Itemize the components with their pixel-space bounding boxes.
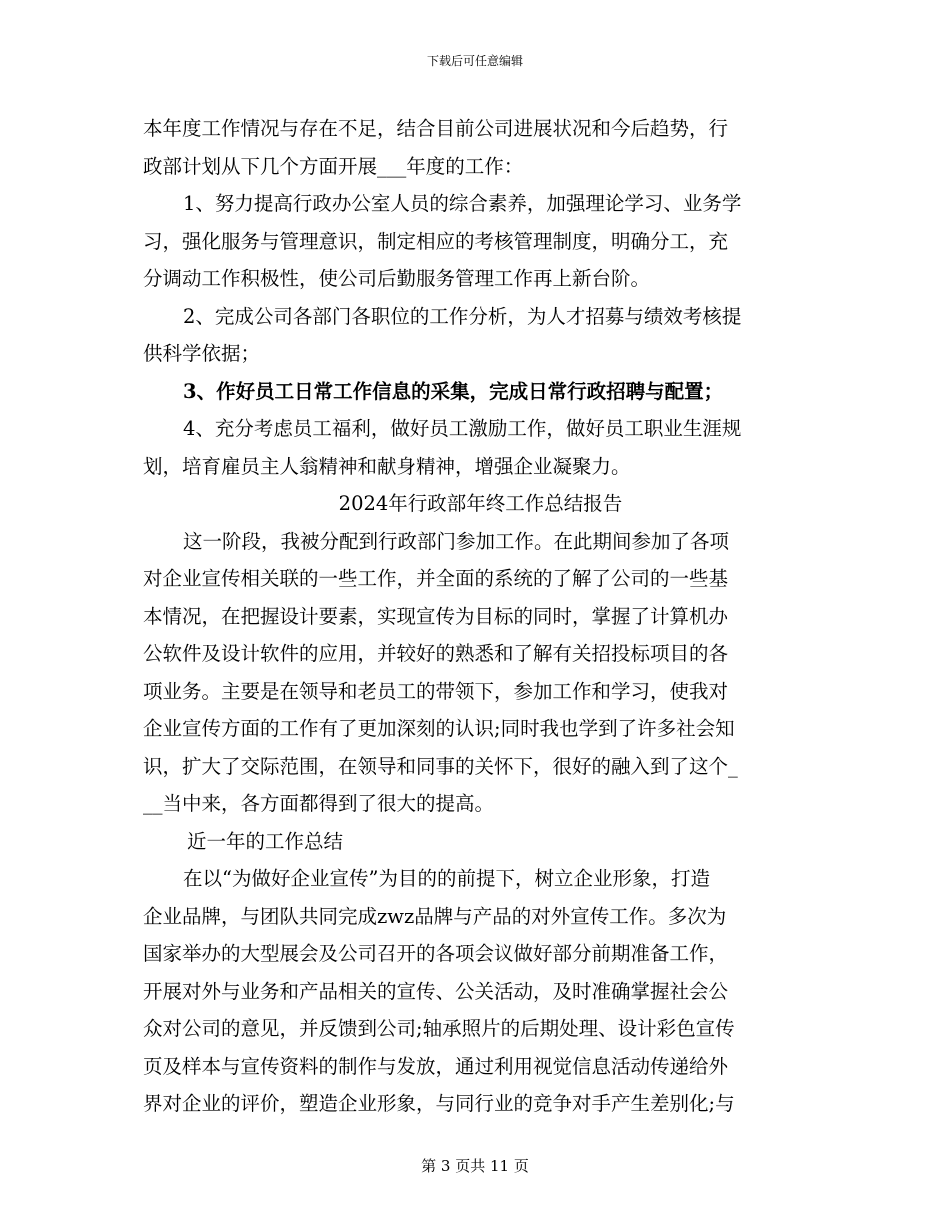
paragraph-line: 公软件及设计软件的应用，并较好的熟悉和了解有关招投标项目的各	[143, 642, 729, 665]
paragraph-line: 分调动工作积极性，使公司后勤服务管理工作再上新台阶。	[143, 267, 651, 290]
paragraph-line: 划，培育雇员主人翁精神和献身精神，增强企业凝聚力。	[143, 454, 631, 478]
paragraph-line: __当中来，各方面都得到了很大的提高。	[143, 792, 495, 815]
paragraph-line: 开展对外与业务和产品相关的宣传、公关活动，及时准确掌握社会公	[143, 979, 729, 1003]
section-title: 2024年行政部年终工作总结报告	[338, 492, 623, 515]
paragraph-line: 本年度工作情况与存在不足，结合目前公司进展状况和今后趋势，行	[143, 117, 729, 140]
paragraph-line: 供科学依据；	[143, 342, 261, 365]
paragraph-line: 国家举办的大型展会及公司召开的各项会议做好部分前期准备工作，	[143, 942, 729, 965]
paragraph-line: 界对企业的评价，塑造企业形象，与同行业的竞争对手产生差别化;与	[143, 1092, 735, 1115]
paragraph-line: 对企业宣传相关联的一些工作，并全面的系统的了解了公司的一些基	[143, 567, 729, 590]
paragraph-line: 本情况，在把握设计要素，实现宣传为目标的同时，掌握了计算机办	[143, 604, 729, 628]
paragraph-line: 在以“为做好企业宣传”为目的的前提下，树立企业形象，打造	[183, 867, 710, 890]
list-item-2: 2、完成公司各部门各职位的工作分析，为人才招募与绩效考核提	[183, 304, 742, 328]
paragraph-line: 项业务。主要是在领导和老员工的带领下，参加工作和学习，使我对	[143, 679, 729, 703]
document-body	[143, 110, 806, 1123]
paragraph-line: 这一阶段，我被分配到行政部门参加工作。在此期间参加了各项	[183, 529, 730, 553]
paragraph-line: 政部计划从下几个方面开展___年度的工作：	[143, 154, 524, 178]
paragraph-line: 企业宣传方面的工作有了更加深刻的认识;同时我也学到了许多社会知	[143, 717, 735, 740]
list-item-1: 1、努力提高行政办公室人员的综合素养，加强理论学习、业务学	[183, 192, 742, 215]
paragraph-line: 页及样本与宣传资料的制作与发放，通过利用视觉信息活动传递给外	[143, 1054, 729, 1078]
list-item-4: 4、充分考虑员工福利，做好员工激励工作，做好员工职业生涯规	[183, 417, 742, 440]
paragraph-line: 识，扩大了交际范围，在领导和同事的关怀下，很好的融入到了这个_	[143, 754, 738, 778]
page-header: 下载后可任意编辑	[426, 54, 523, 68]
paragraph-line: 众对公司的意见，并反馈到公司;轴承照片的后期处理、设计彩色宣传	[143, 1017, 735, 1040]
subheading: 近一年的工作总结	[187, 829, 344, 853]
page-footer: 第 3 页共 11 页	[421, 1157, 529, 1175]
paragraph-line: 习，强化服务与管理意识，制定相应的考核管理制度，明确分工，充	[143, 229, 729, 253]
list-item-3: 3、作好员工日常工作信息的采集，完成日常行政招聘与配置；	[183, 379, 724, 403]
paragraph-line: 企业品牌，与团队共同完成zwz品牌与产品的对外宣传工作。多次为	[143, 904, 727, 928]
